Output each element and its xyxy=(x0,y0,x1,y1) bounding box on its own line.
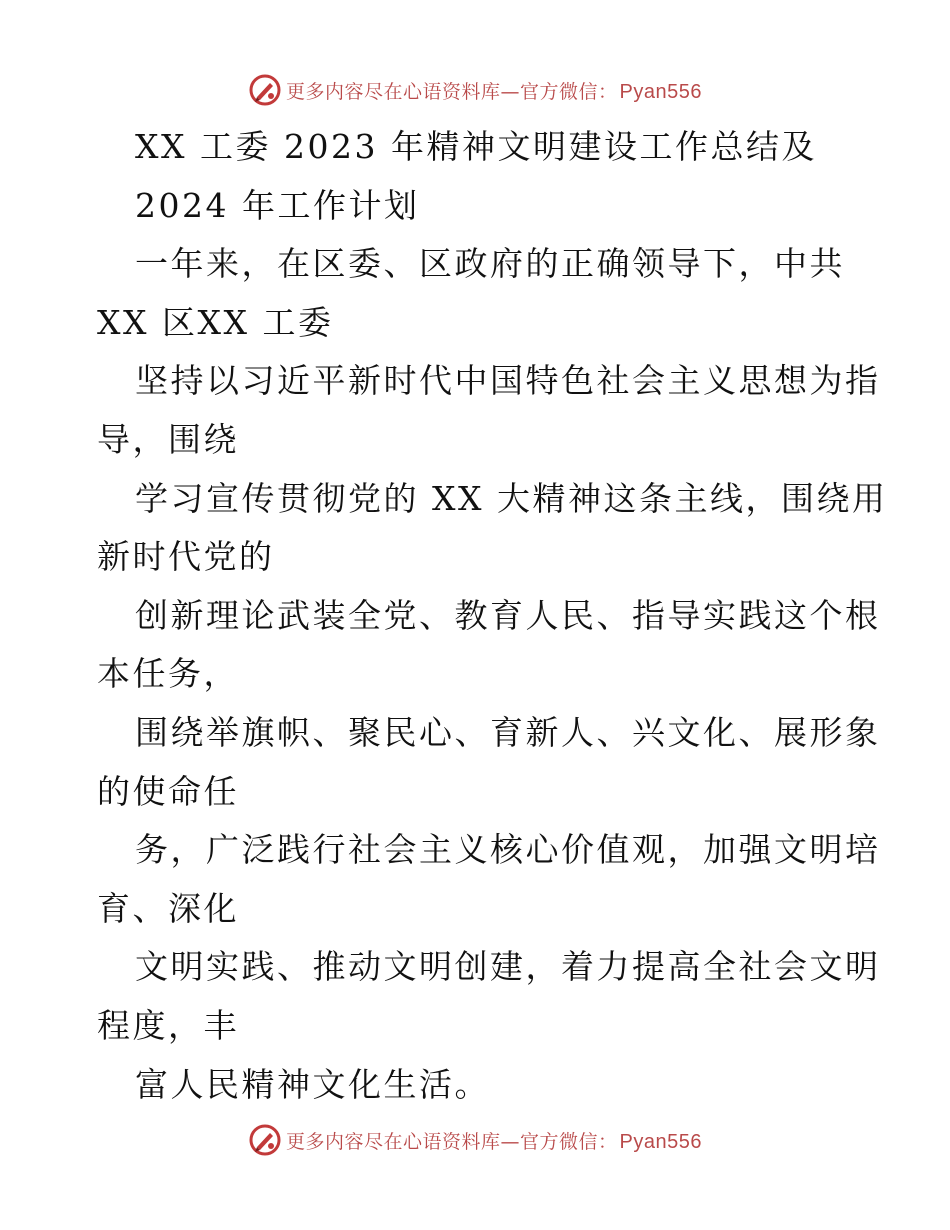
text-line: 务，广泛践行社会主义核心价值观，加强文明培 xyxy=(135,830,881,870)
text-line: 程度，丰 xyxy=(97,1005,239,1045)
watermark-label: 更多内容尽在心语资料库—官方微信： xyxy=(286,80,618,103)
text-line: 文明实践、推动文明创建，着力提高全社会文明 xyxy=(135,947,881,987)
text-line: 富人民精神文化生活。 xyxy=(135,1064,490,1104)
footer-watermark-banner xyxy=(0,1120,950,1160)
wechat-id: Pyan556 xyxy=(619,1130,702,1153)
watermark-label: 更多内容尽在心语资料库—官方微信： xyxy=(286,1130,618,1153)
text-line: 育、深化 xyxy=(97,888,239,928)
watermark-text xyxy=(286,1127,702,1154)
text-line: 本任务， xyxy=(97,654,239,694)
wechat-id: Pyan556 xyxy=(619,80,702,103)
watermark-text xyxy=(286,77,702,104)
text-line: XX 区XX 工委 xyxy=(97,302,334,342)
text-line: 围绕举旗帜、聚民心、育新人、兴文化、展形象 xyxy=(135,712,881,752)
text-line: 新时代党的 xyxy=(97,537,275,577)
red-circle-pen-logo-icon xyxy=(248,1123,282,1157)
text-line: 一年来，在区委、区政府的正确领导下，中共 xyxy=(135,244,845,284)
text-line: 2024 年工作计划 xyxy=(135,185,420,225)
text-line: 的使命任 xyxy=(97,771,239,811)
text-line: 导，围绕 xyxy=(97,419,239,459)
header-watermark-banner xyxy=(0,70,950,110)
document-body xyxy=(97,118,888,1114)
red-circle-pen-logo-icon xyxy=(248,73,282,107)
text-line: XX 工委 2023 年精神文明建设工作总结及 xyxy=(135,127,817,166)
text-line: 学习宣传贯彻党的 XX 大精神这条主线，围绕用 xyxy=(135,478,888,518)
text-line: 坚持以习近平新时代中国特色社会主义思想为指 xyxy=(135,361,881,401)
text-line: 创新理论武装全党、教育人民、指导实践这个根 xyxy=(135,595,881,635)
